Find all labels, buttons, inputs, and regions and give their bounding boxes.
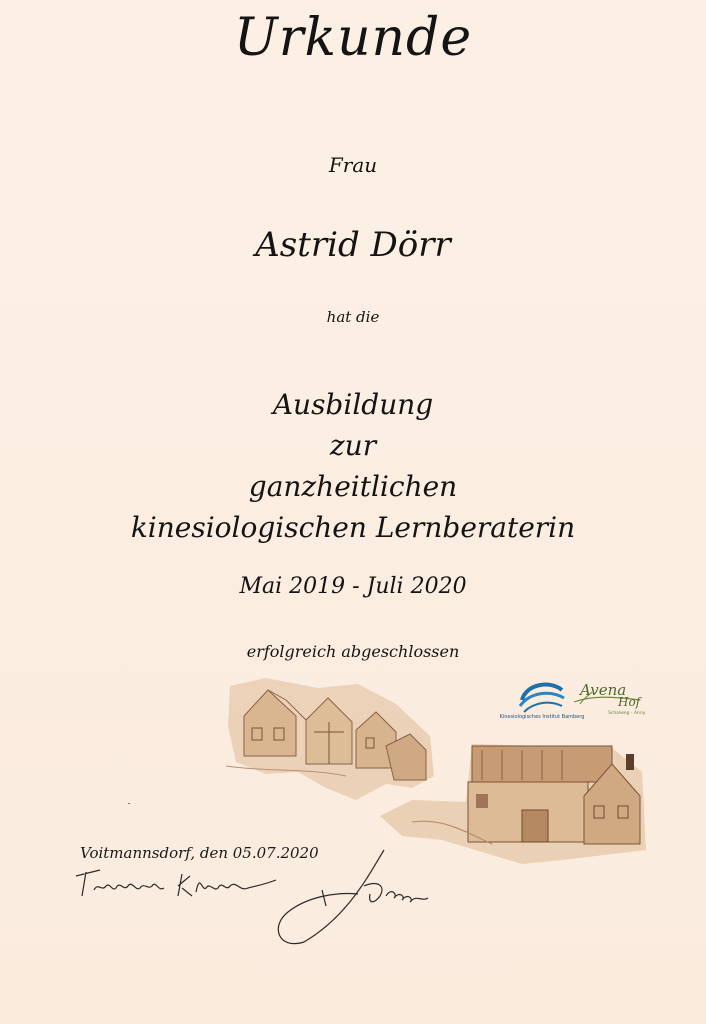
certificate-title: Urkunde: [233, 8, 473, 68]
avena-hof-logo: [570, 678, 646, 716]
course-line: kinesiologischen Lernberaterin: [130, 511, 576, 544]
course-line: ganzheitlichen: [248, 470, 458, 503]
recipient-name: Astrid Dörr: [255, 225, 451, 265]
course-line: Ausbildung: [272, 388, 434, 421]
partner-logos: [499, 678, 646, 720]
course-period: Mai 2019 - Juli 2020: [239, 574, 467, 599]
svg-text:Kinesiologisches Institut Bamb: Kinesiologisches Institut Bamberg: [499, 714, 585, 720]
salutation: Frau: [328, 153, 378, 177]
svg-text:Avena: Avena: [580, 681, 627, 699]
signature-friederike-klein: [70, 862, 290, 904]
course-line: zur: [329, 429, 377, 462]
place-and-date: Voitmannsdorf, den 05.07.2020: [80, 844, 319, 862]
svg-text:Schalweg - Anny: Schalweg - Anny: [608, 711, 646, 716]
completion-text: erfolgreich abgeschlossen: [246, 642, 460, 661]
svg-text:Hof: Hof: [618, 695, 641, 709]
connector-text: hat die: [326, 308, 380, 326]
course-title: [0, 384, 706, 548]
wave-logo-icon: [499, 678, 585, 720]
signature-looser: [268, 846, 438, 950]
ink-dot: [128, 803, 130, 804]
